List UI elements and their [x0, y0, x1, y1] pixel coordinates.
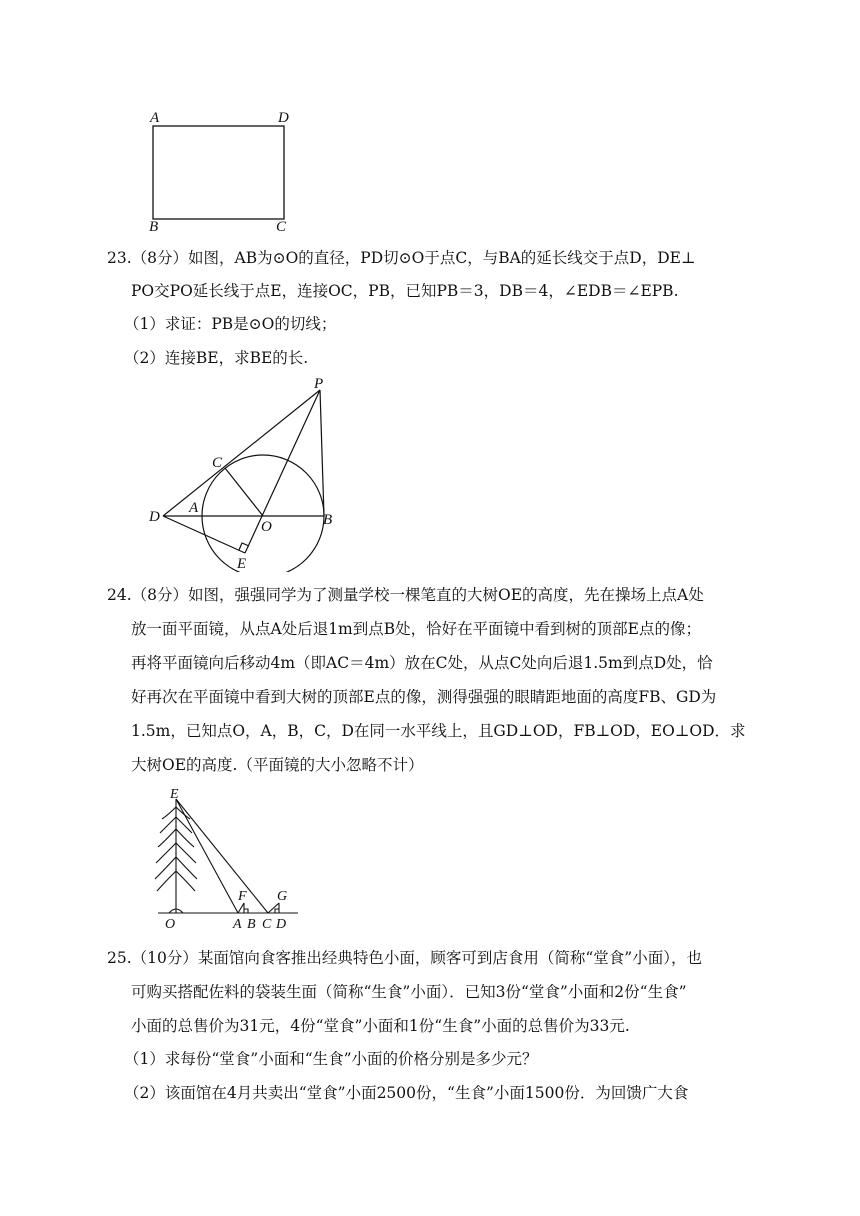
q24-line-5: 1.5m，已知点O，A，B，C，D在同一水平线上，且GD⊥OD，FB⊥OD，EO⊥OD．求 — [131, 722, 746, 740]
q25-line-2: 可购买搭配佐料的袋装生面（简称“生食”小面）．已知3份“堂食”小面和2份“生食” — [131, 983, 687, 1001]
label-d: D — [149, 509, 160, 525]
label-c: C — [276, 219, 287, 235]
q23-part-2: （2）连接BE，求BE的长. — [124, 349, 309, 367]
label-c: C — [262, 917, 272, 932]
label-p: P — [314, 376, 324, 392]
q23-part-1: （1）求证：PB是⊙O的切线； — [124, 315, 337, 333]
label-a: A — [150, 110, 160, 126]
circle-tangent-figure — [140, 372, 350, 572]
rectangle-abcd-figure — [140, 105, 300, 235]
q23-line-1: 23.（8分）如图，AB为⊙O的直径，PD切⊙O于点C，与BA的延长线交于点D，DE⊥ — [107, 249, 696, 267]
label-b: B — [323, 512, 333, 528]
q24-line-2: 放一面平面镜，从点A处后退1m到点B处，恰好在平面镜中看到树的顶部E点的像； — [131, 620, 701, 638]
label-o: O — [165, 917, 176, 932]
q25-part-2: （2）该面馆在4月共卖出“堂食”小面2500份，“生食”小面1500份．为回馈广大食 — [124, 1084, 689, 1102]
q24-line-6: 大树OE的高度.（平面镜的大小忽略不计） — [131, 756, 424, 774]
label-a: A — [233, 917, 242, 932]
q25-line-3: 小面的总售价为31元，4份“堂食”小面和1份“生食”小面的总售价为33元. — [131, 1017, 630, 1035]
label-a: A — [189, 500, 199, 516]
label-e: E — [237, 556, 247, 572]
label-b: B — [149, 219, 159, 235]
tree-mirror-figure — [148, 785, 308, 935]
q24-line-3: 再将平面镜向后移动4m（即AC＝4m）放在C处，从点C处向后退1.5m到点D处，恰 — [131, 654, 713, 672]
q23-line-2: PO交PO延长线于点E，连接OC，PB，已知PB＝3，DB＝4，∠EDB＝∠EPB. — [131, 282, 679, 300]
label-f: F — [238, 889, 247, 904]
q25-line-1: 25.（10分）某面馆向食客推出经典特色小面，顾客可到店食用（简称“堂食”小面），也 — [107, 949, 702, 967]
q24-line-4: 好再次在平面镜中看到大树的顶部E点的像，测得强强的眼睛距地面的高度FB、GD为 — [131, 688, 717, 706]
label-e: E — [170, 787, 179, 802]
q25-part-1: （1）求每份“堂食”小面和“生食”小面的价格分别是多少元？ — [124, 1050, 538, 1068]
label-c: C — [212, 455, 223, 471]
label-o: O — [261, 519, 272, 535]
label-d: D — [276, 917, 287, 932]
q24-line-1: 24.（8分）如图，强强同学为了测量学校一棵笔直的大树OE的高度，先在操场上点A处 — [107, 586, 704, 604]
label-g: G — [277, 889, 288, 904]
label-b: B — [247, 917, 256, 932]
label-d: D — [278, 110, 289, 126]
